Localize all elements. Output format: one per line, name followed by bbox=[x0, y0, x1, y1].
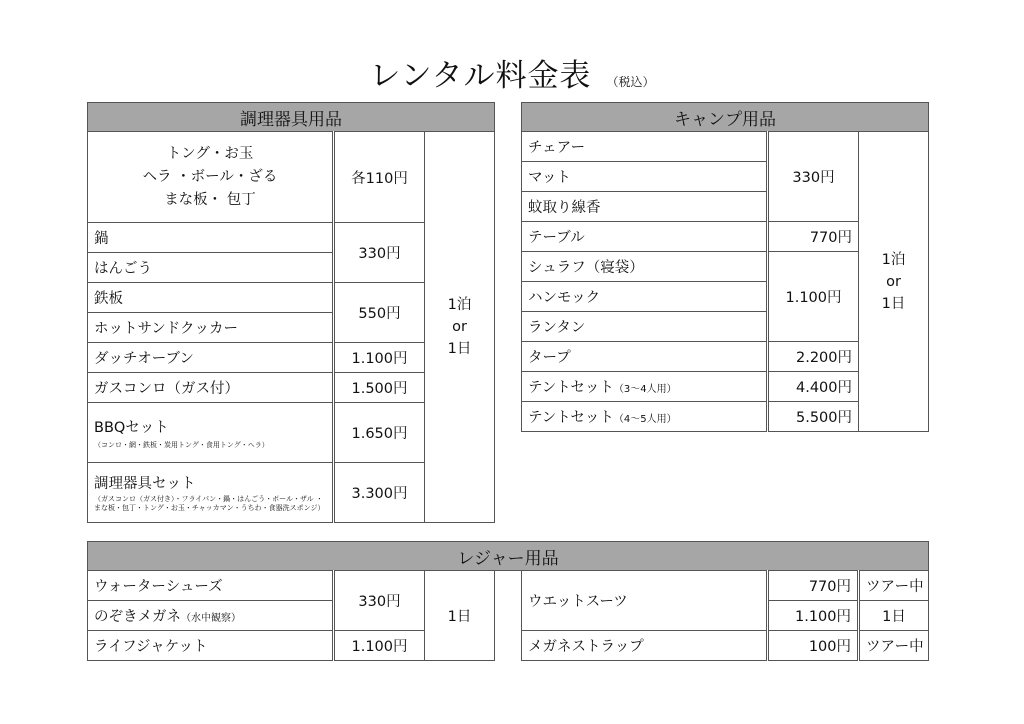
camp-stay-term bbox=[859, 132, 929, 432]
camp-header: キャンプ用品 bbox=[522, 103, 929, 132]
item-mat: マット bbox=[522, 162, 768, 192]
stay-2: 1日 bbox=[881, 295, 906, 312]
item-tong: トング・お玉 bbox=[166, 145, 254, 162]
stay-2: 1日 bbox=[447, 341, 472, 357]
nabe-price: 330円 bbox=[334, 223, 425, 283]
wet-term-b: 1日 bbox=[859, 601, 929, 631]
wet-term-a: ツアー中 bbox=[859, 571, 929, 601]
cooking-group1-items bbox=[88, 132, 334, 223]
tent-b-note: （4〜5人用） bbox=[613, 414, 677, 425]
cooking-stay-term bbox=[425, 132, 495, 523]
nozoki-label: のぞきメガネ bbox=[94, 609, 181, 625]
item-katori: 蚊取り線香 bbox=[522, 192, 768, 222]
cooking-table bbox=[87, 102, 495, 523]
life-price: 1.100円 bbox=[334, 631, 425, 661]
item-teppan: 鉄板 bbox=[88, 283, 334, 313]
stay-1: 1泊 bbox=[447, 297, 472, 313]
leisure-day: 1日 bbox=[425, 571, 495, 661]
leisure-header: レジャー用品 bbox=[88, 542, 929, 571]
dutch-price: 1.100円 bbox=[334, 343, 425, 373]
item-strap: メガネストラップ bbox=[522, 631, 768, 661]
nozoki-note: （水中観察） bbox=[181, 613, 241, 624]
item-shurafu: シュラフ（寝袋） bbox=[522, 252, 768, 282]
strap-term: ツアー中 bbox=[859, 631, 929, 661]
item-nabe: 鍋 bbox=[88, 223, 334, 253]
cookset-note: （ガスコンロ（ガス付き）・フライパン・鍋・はんごう・ボール・ザル ・まな板・包丁・トング・お玉・チャッカマン・うちわ・食器洗スポンジ） bbox=[94, 495, 325, 512]
stay-or: or bbox=[886, 273, 901, 290]
leisure-table bbox=[87, 541, 929, 661]
item-cookset bbox=[88, 463, 334, 523]
item-tent-b bbox=[522, 402, 768, 432]
tent-a-price: 4.400円 bbox=[768, 372, 859, 402]
wet-price-b: 1.100円 bbox=[768, 601, 859, 631]
bbq-price: 1.650円 bbox=[334, 403, 425, 463]
camp-group2-price: 1.100円 bbox=[768, 252, 859, 342]
table-price: 770円 bbox=[768, 222, 859, 252]
tent-a-label: テントセット bbox=[528, 380, 614, 396]
tarp-price: 2.200円 bbox=[768, 342, 859, 372]
camp-group-price: 330円 bbox=[768, 132, 859, 222]
page-title: レンタル料金表 bbox=[369, 58, 592, 94]
item-water-shoes: ウォーターシューズ bbox=[88, 571, 334, 601]
leisure-gap bbox=[495, 571, 522, 661]
wet-price-a: 770円 bbox=[768, 571, 859, 601]
bbq-note: （コンロ・網・鉄板・炭用トング・食用トング・ヘラ） bbox=[94, 440, 269, 449]
item-hangou: はんごう bbox=[88, 253, 334, 283]
camp-table bbox=[521, 102, 929, 432]
item-bbq bbox=[88, 403, 334, 463]
bbq-label: BBQセット bbox=[94, 419, 169, 436]
stay-1: 1泊 bbox=[881, 251, 906, 268]
item-nozoki bbox=[88, 601, 334, 631]
item-tarp: タープ bbox=[522, 342, 768, 372]
strap-price: 100円 bbox=[768, 631, 859, 661]
tent-b-price: 5.500円 bbox=[768, 402, 859, 432]
cooking-group1-price: 各110円 bbox=[334, 132, 425, 223]
cookset-price: 3.300円 bbox=[334, 463, 425, 523]
item-hotsand: ホットサンドクッカー bbox=[88, 313, 334, 343]
item-table: テーブル bbox=[522, 222, 768, 252]
tent-a-note: （3〜4人用） bbox=[613, 384, 677, 395]
item-wetsuit: ウエットスーツ bbox=[522, 571, 768, 631]
item-hera: ヘラ ・ボール・ざる bbox=[142, 168, 278, 185]
item-hammock: ハンモック bbox=[522, 282, 768, 312]
item-manaita: まな板・ 包丁 bbox=[164, 191, 256, 208]
cooking-header: 調理器具用品 bbox=[88, 103, 495, 132]
item-gas: ガスコンロ（ガス付） bbox=[88, 373, 334, 403]
item-lantern: ランタン bbox=[522, 312, 768, 342]
gas-price: 1.500円 bbox=[334, 373, 425, 403]
item-chair: チェアー bbox=[522, 132, 768, 162]
stay-or: or bbox=[452, 319, 467, 335]
leisure-group-price: 330円 bbox=[334, 571, 425, 631]
cookset-label: 調理器具セット bbox=[94, 476, 196, 492]
tent-b-label: テントセット bbox=[528, 410, 614, 426]
item-tent-a bbox=[522, 372, 768, 402]
teppan-price: 550円 bbox=[334, 283, 425, 343]
item-dutch: ダッチオーブン bbox=[88, 343, 334, 373]
item-life: ライフジャケット bbox=[88, 631, 334, 661]
title-block bbox=[0, 50, 1024, 95]
tax-note: （税込） bbox=[606, 75, 655, 89]
